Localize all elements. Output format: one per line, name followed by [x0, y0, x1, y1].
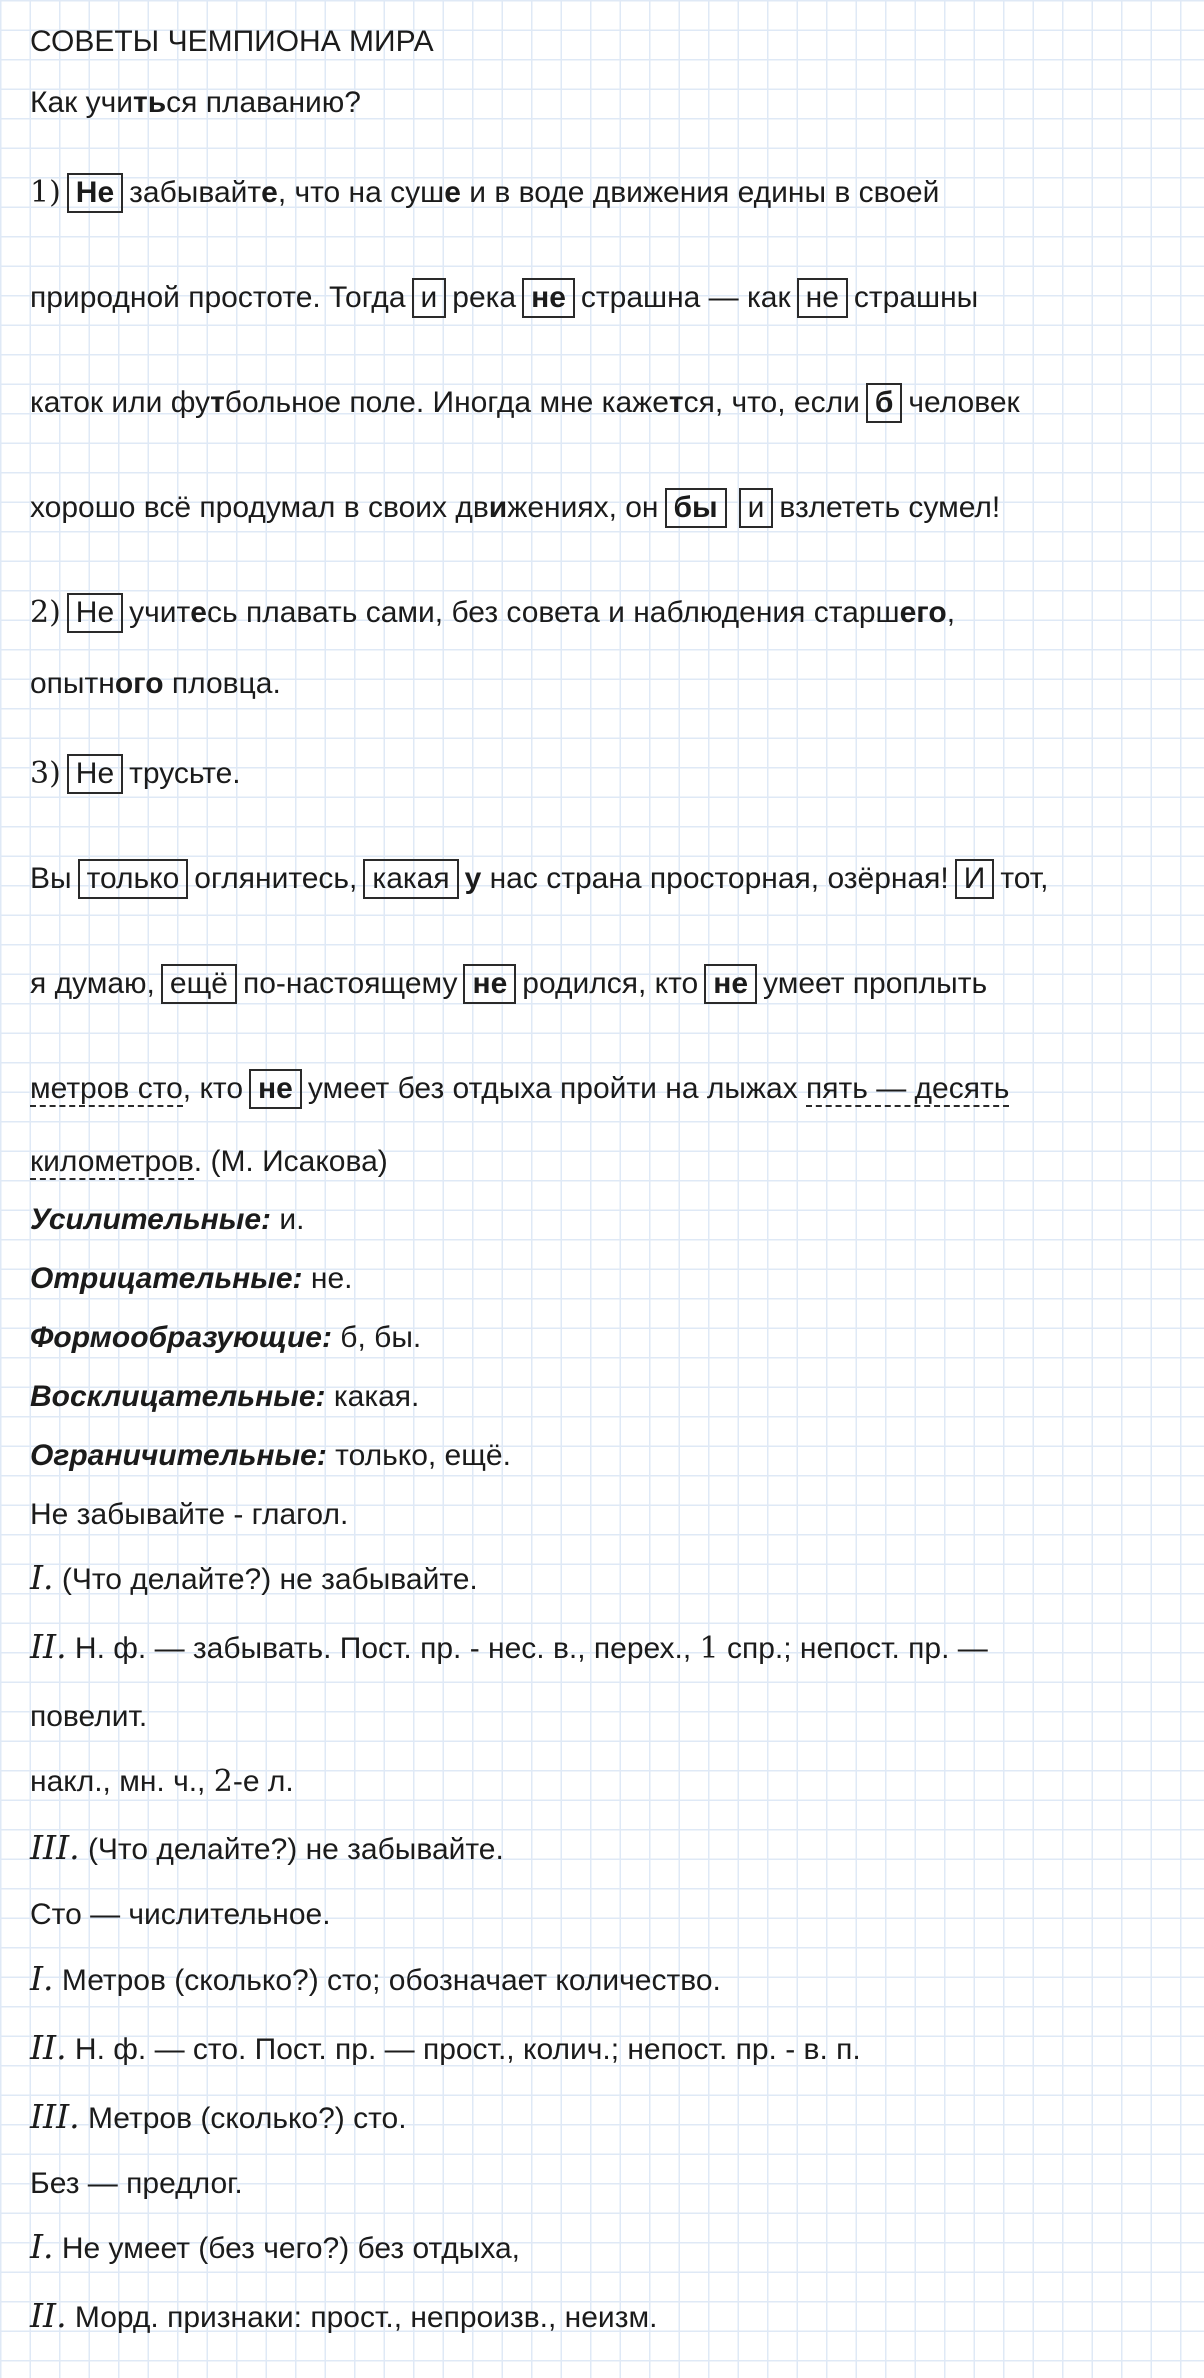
particle-box: Не [67, 754, 123, 794]
particle-box: бы [665, 488, 727, 528]
particle-box: Не [67, 173, 123, 213]
analysis-line-5: накл., мн. ч., 2-е л. [30, 1764, 294, 1799]
text-line-7: 3) Не трусьте. [30, 754, 241, 794]
analysis-line-4: повелит. [30, 1700, 148, 1733]
particle-box: и [412, 278, 447, 318]
particle-box: не [463, 964, 516, 1004]
text-line-4: хорошо всё продумал в своих движениях, он бы и взлететь сумел! [30, 488, 1000, 528]
particle-box: только [78, 859, 189, 899]
text-line-10: метров сто, кто не умеет без отдыха пройти на лыжах пять — десять [30, 1069, 1009, 1109]
particle-box: б [866, 383, 903, 423]
particle-box: И [955, 859, 995, 899]
particle-box: и [739, 488, 774, 528]
text-line-8: Вы только оглянитесь, какая у нас страна просторная, озёрная! И тот, [30, 859, 1049, 899]
analysis-line-13: II. Морд. признаки: прост., непроизв., неизм. [30, 2296, 658, 2335]
particle-box: не [249, 1069, 302, 1109]
analysis-line-1: Не забывайте - глагол. [30, 1498, 349, 1531]
analysis-line-6: III. (Что делайте?) не забывайте. [30, 1828, 504, 1867]
analysis-line-12: I. Не умеет (без чего?) без отдыха, [30, 2227, 521, 2266]
category-intensifying: Усилительные: и. [30, 1203, 305, 1236]
particle-box: ещё [161, 964, 237, 1004]
analysis-line-11: Без — предлог. [30, 2167, 243, 2200]
particle-box: не [704, 964, 757, 1004]
text-line-1: 1) Не забывайте, что на суше и в воде движения едины в своей [30, 173, 939, 213]
analysis-line-10: III. Метров (сколько?) сто. [30, 2097, 407, 2136]
category-negative: Отрицательные: не. [30, 1262, 353, 1295]
particle-box: не [797, 278, 848, 318]
subtitle-question: Как учиться плаванию? [30, 86, 361, 119]
analysis-line-7: Сто — числительное. [30, 1898, 331, 1931]
particle-box: Не [67, 593, 123, 633]
text-line-9: я думаю, ещё по-настоящему не родился, кто не умеет проплыть [30, 964, 987, 1004]
document-title: СОВЕТЫ ЧЕМПИОНА МИРА [30, 25, 434, 58]
text-line-3: каток или футбольное поле. Иногда мне кажется, что, если б человек [30, 383, 1020, 423]
particle-box: какая [363, 859, 458, 899]
text-line-6: опытного пловца. [30, 667, 281, 700]
text-line-5: 2) Не учитесь плавать сами, без совета и наблюдения старшего, [30, 593, 955, 633]
category-formative: Формообразующие: б, бы. [30, 1321, 422, 1354]
analysis-line-2: I. (Что делайте?) не забывайте. [30, 1558, 478, 1597]
particle-box: не [522, 278, 575, 318]
analysis-line-8: I. Метров (сколько?) сто; обозначает количество. [30, 1959, 721, 1998]
text-line-2: природной простоте. Тогда и река не страшна — как не страшны [30, 278, 978, 318]
category-exclamatory: Восклицательные: какая. [30, 1380, 420, 1413]
analysis-line-3: II. Н. ф. — забывать. Пост. пр. - нес. в., перех., 1 спр.; непост. пр. — [30, 1627, 988, 1666]
category-restrictive: Ограничительные: только, ещё. [30, 1439, 511, 1472]
text-line-11: километров. (М. Исакова) [30, 1145, 388, 1178]
analysis-line-9: II. Н. ф. — сто. Пост. пр. — прост., колич.; непост. пр. - в. п. [30, 2028, 861, 2067]
